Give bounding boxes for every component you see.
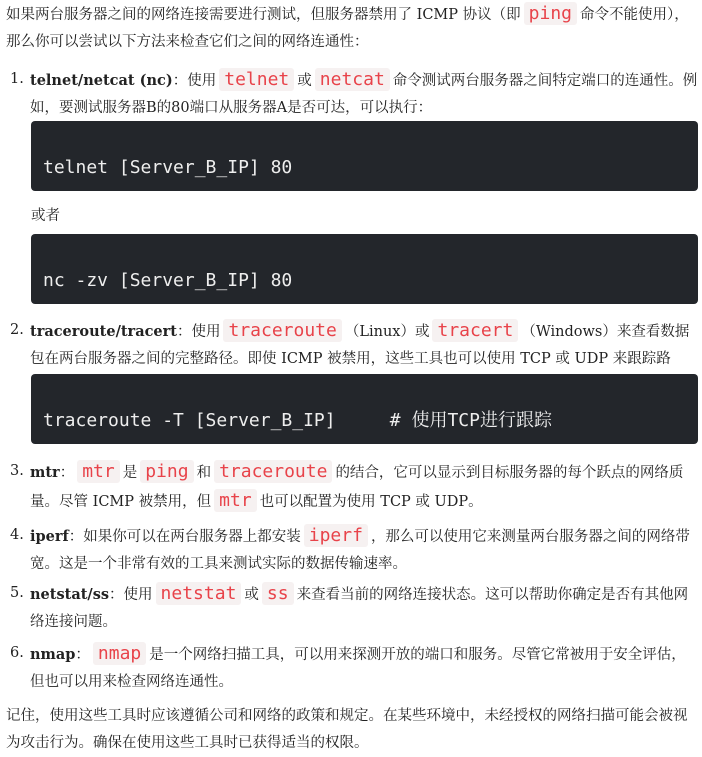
inline-code-tracert: tracert bbox=[432, 319, 518, 342]
inline-code-telnet: telnet bbox=[219, 68, 294, 91]
inline-code-nmap: nmap bbox=[93, 642, 146, 665]
code-block-nc: nc -zv [Server_B_IP] 80 bbox=[31, 234, 698, 304]
inline-code-iperf: iperf bbox=[304, 524, 368, 547]
item-text: 命令测试两台服务器之间特定端口的连通性。例如，要测试服务器B的80端口从服务器A是否可达，可以执行： bbox=[30, 73, 698, 116]
item-term: traceroute/tracert bbox=[30, 323, 177, 340]
inline-code-traceroute: traceroute bbox=[223, 319, 341, 342]
item-text: ：使用 bbox=[176, 324, 221, 340]
item-text: ： bbox=[75, 647, 90, 663]
item-term: telnet/netcat (nc) bbox=[30, 72, 173, 89]
item-text: ，那么可以使用它来测量两台服务器之间的网络带宽。这是一个非常有效的工具来测试实际的数据传输速率。 bbox=[30, 529, 690, 572]
item-term: nmap bbox=[30, 646, 76, 663]
intro-text-2: 命令不能使用），那么你可以尝试以下方法来检查它们之间的网络连通性： bbox=[6, 7, 689, 50]
item-text: 是一个网络扫描工具，可以用来探测开放的端口和服务。尽管它常被用于安全评估，但也可以用来检查网络连通性。 bbox=[30, 647, 686, 690]
item-term: mtr bbox=[30, 464, 60, 481]
item-text: 或 bbox=[244, 587, 259, 603]
inline-code-ping: ping bbox=[140, 460, 193, 483]
code-block-telnet: telnet [Server_B_IP] 80 bbox=[31, 121, 698, 191]
list-number: 1. bbox=[10, 71, 24, 87]
item-text: ：如果你可以在两台服务器上都安装 bbox=[68, 529, 301, 545]
inline-code-traceroute: traceroute bbox=[214, 460, 332, 483]
item-text: 也可以配置为使用 TCP 或 UDP。 bbox=[259, 494, 483, 510]
list-number: 6. bbox=[10, 645, 24, 661]
intro-text: 如果两台服务器之间的网络连接需要进行测试，但服务器禁用了 ICMP 协议（即 bbox=[6, 7, 521, 23]
list-number: 5. bbox=[10, 585, 24, 601]
item-text: （Windows）来查看数据包在两台服务器之间的完整路径。即使 ICMP 被禁用，这些工具也可以使用 TCP 或 UDP 来跟踪路 bbox=[30, 324, 690, 367]
item-term: netstat/ss bbox=[30, 586, 110, 603]
intro-paragraph bbox=[6, 0, 696, 56]
list-number: 3. bbox=[10, 463, 24, 479]
code-block-traceroute: traceroute -T [Server_B_IP] # 使用TCP进行跟踪 bbox=[31, 374, 698, 444]
item-text: 来查看当前的网络连接状态。这可以帮助你确定是否有其他网络连接问题。 bbox=[30, 587, 689, 630]
inline-code-netstat: netstat bbox=[156, 582, 242, 605]
inline-code-netcat: netcat bbox=[315, 68, 390, 91]
item-text: ：使用 bbox=[109, 587, 153, 603]
list-number: 4. bbox=[10, 527, 24, 543]
item-text: （Linux）或 bbox=[344, 324, 430, 340]
item-term: iperf bbox=[30, 528, 69, 545]
item-text: 的结合，它可以显示到目标服务器的每个跃点的网络质量。尽管 ICMP 被禁用，但 bbox=[30, 465, 684, 510]
inline-code-mtr: mtr bbox=[77, 460, 120, 483]
inline-code-mtr: mtr bbox=[214, 489, 257, 512]
item-text: 是 bbox=[122, 465, 138, 481]
closing-paragraph: 记住，使用这些工具时应该遵循公司和网络的政策和规定。在某些环境中，未经授权的网络扫描可能会被视为攻击行为。确保在使用这些工具时已获得适当的权限。 bbox=[6, 708, 688, 751]
list-number: 2. bbox=[10, 322, 24, 338]
item-text: ：使用 bbox=[172, 73, 217, 89]
item-text: ： bbox=[59, 465, 75, 481]
inline-code-ping: ping bbox=[524, 2, 577, 25]
or-text: 或者 bbox=[31, 208, 60, 224]
item-text: 和 bbox=[196, 465, 212, 481]
item-text: 或 bbox=[297, 73, 312, 89]
inline-code-ss: ss bbox=[262, 582, 294, 605]
